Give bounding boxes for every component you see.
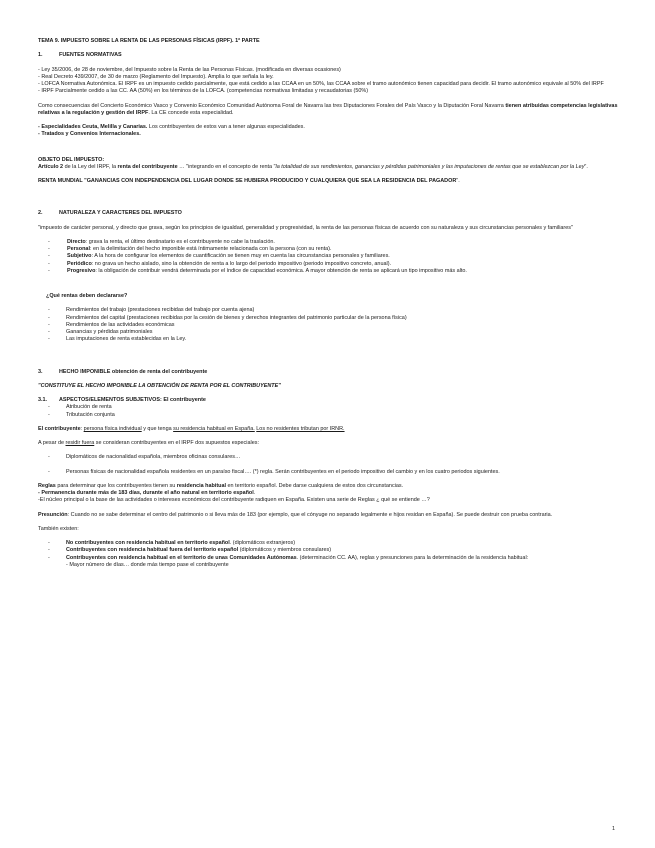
text-run-bold: No contribuyentes con residencia habitual en territorio español (66, 540, 230, 546)
text-run-bold: El contribuyente (38, 425, 81, 432)
text-run-bold: renta del contribuyente (117, 163, 178, 170)
list-item: - Las imputaciones de renta establecidas en la Ley. (38, 336, 618, 343)
section-title: FUENTES NORMATIVAS (59, 52, 122, 59)
mayor-dias-line: - Mayor número de días… donde más tiempo pase el contribuyente (66, 561, 229, 568)
existen-list (38, 540, 618, 562)
text-run-bold: Presunción (38, 511, 68, 518)
text-run-italic: la totalidad de sus rendimientos, ganancias y pérdidas patrimoniales y las imputaciones de rentas que se establezcan por la Ley (275, 163, 585, 170)
section-title: HECHO IMPONIBLE obtención de renta del contribuyente (59, 368, 208, 375)
list-item: - Rendimientos de las actividades económicas (38, 322, 618, 329)
text-run-bold: RENTA MUNDIAL "GANANCIAS CON INDEPENDENCIA DEL LUGAR DONDE SE HUBIERA PRODUCIDO Y CUALQUIERA QUE SEA LA RESIDENCIA DEL PAGADOR (38, 178, 457, 184)
presuncion-paragraph (38, 512, 618, 519)
text-run-bold: Subjetivo (67, 253, 92, 260)
text-run-bold: Directo (67, 238, 86, 245)
caracteres-list (38, 239, 618, 275)
text-run: ". (584, 163, 588, 170)
text-run: . (253, 490, 256, 496)
text-run: . La CE concede esta especialidad. (148, 109, 234, 116)
page-number: 1 (612, 826, 616, 832)
text-run: : la obligación de contribuir vendrá determinada por el índice de capacidad económica. A mayor obtención de renta se aplicará un tipo impositivo más alto. (95, 267, 467, 274)
source-line: - IRPF Parcialmente cedido a las CC. AA (50%) en los términos de la LOFCA. (competencias normativas limitadas y recaudatorias (50%) (38, 88, 369, 95)
text-run-bold: - Permanencia durante más de 183 días, durante el año natural en territorio español (38, 490, 254, 496)
text-run-bold: Periódico (67, 260, 92, 267)
text-run-underline: residir fuera (65, 440, 95, 446)
text-run: : grava la renta, el último destinatario es el contribuyente no cabe la traslación. (85, 238, 275, 245)
section-number: 2. (38, 210, 43, 217)
list-item (38, 540, 618, 547)
list-item: - Rendimientos del capital (prestaciones recibidas por la cesión de bienes y derechos integrantes del patrimonio particular de la persona física) (38, 315, 618, 322)
list-item: - Personas físicas de nacionalidad española residentes en un paraíso fiscal…. (*) regla. Serán contribuyentes en el periodo impositivo del cambio y en los cuatro periodos siguientes. (38, 469, 618, 476)
list-item (38, 239, 618, 246)
list-item: - Diplomáticos de nacionalidad española, miembros oficinas consulares… (38, 454, 618, 461)
text-run: se consideran contribuyentes en el IRPF dos supuestos especiales: (94, 440, 259, 446)
concierto-paragraph (38, 103, 618, 118)
supuestos-list (38, 454, 618, 461)
text-run: ". (456, 178, 460, 184)
permanencia-line (38, 490, 618, 497)
list-item (38, 268, 618, 275)
text-run: : A la hora de configurar los elementos de cuantificación se tienen muy en cuenta las circunstancias personales y familiares. (91, 253, 390, 260)
list-item (38, 246, 618, 253)
subsection-number: 3.1. (38, 397, 48, 403)
text-run: : (80, 425, 84, 432)
supuestos-list (38, 469, 618, 476)
text-run-bold: Contribuyentes con residencia habitual fuera del territorio español (66, 547, 239, 554)
nucleo-line: -El núcleo principal o la base de las actividades o intereses económicos del contribuyente radiquen en España. Existen una serie de Reglas ¿ qué se entiende …? (38, 497, 430, 504)
text-run-bold: Reglas (38, 482, 56, 489)
tambien-line: También existen: (38, 525, 79, 532)
text-run: para determinar que los contribuyentes tienen su (55, 482, 177, 489)
text-run-bold: residencia habitual (176, 482, 227, 489)
reglas-paragraph (38, 483, 618, 490)
text-run: … "integrando en el concepto de renta " (177, 163, 276, 170)
text-run-underline: Los no residentes tributan por IRNR. (256, 425, 345, 432)
text-run-bold: Artículo 2 (38, 163, 64, 170)
list-item (38, 253, 618, 260)
text-run: : Cuando no se sabe determinar el centro del patrimonio o si lleva más de 183 (por ejemplo, que el cónyuge no separado legalmente e hijos residan en España). Se puede destruir con prueba contraria. (67, 511, 553, 518)
list-item (38, 261, 618, 268)
articulo-paragraph (38, 164, 618, 171)
renta-mundial-paragraph (38, 178, 618, 185)
list-item: - Atribución de renta (38, 404, 618, 411)
text-run-underline: su residencia habitual en España. (173, 425, 255, 432)
text-run: de la Ley del IRPF, la (63, 163, 118, 170)
list-item (38, 547, 618, 554)
objeto-heading: OBJETO DEL IMPUESTO: (38, 156, 105, 163)
tratados-line: - Tratados y Convenios Internacionales. (38, 131, 141, 138)
subjetivos-list (38, 404, 618, 419)
section-2-heading (38, 210, 618, 217)
text-run: en territorio español. Debe darse cualquiera de estos dos circunstancias. (226, 482, 404, 489)
text-run-bold: - Especialidades Ceuta, Melilla y Canarias. (38, 124, 148, 130)
text-run: : no grava un hecho aislado, sino la obtención de renta a lo largo del periodo impositivo (periodo impositivo concreto, anual). (91, 260, 392, 267)
subsection-title: ASPECTOS/ELEMENTOS SUBJETIVOS: El contribuyente (59, 397, 206, 403)
text-run-bold: Progresivo (67, 267, 96, 274)
especialidades-line (38, 124, 618, 131)
contribuyente-paragraph (38, 426, 618, 433)
rentas-question: ¿Qué rentas deben declararse? (46, 293, 128, 299)
source-line: - Ley 35/2006, de 28 de noviembre, del Impuesto sobre la Renta de las Personas Físicas. (modificada en diversas ocasiones) (38, 66, 341, 73)
subsection-3-1-heading (38, 397, 618, 404)
list-item: - Ganancias y pérdidas patrimoniales (38, 329, 618, 336)
document-body (38, 38, 618, 569)
section-3-heading (38, 369, 618, 376)
document-title: TEMA 9. IMPUESTO SOBRE LA RENTA DE LAS PERSONAS FÍSICAS (IRPF). 1ª PARTE (38, 38, 260, 44)
text-run-underline: persona física individual (83, 425, 142, 432)
rentas-list (38, 307, 618, 343)
text-run: : en la delimitación del hecho imponible está íntimamente relacionada con la persona (con su renta). (89, 246, 332, 252)
text-run: y que tenga (141, 425, 174, 432)
text-run: (diplomáticos y miembros consulares) (238, 547, 332, 554)
text-run: . (diplomáticos extranjeros) (229, 540, 296, 546)
text-run-bold: tienen atribuidas competencias legislativas relativas a la regulación y gestión del IRPF (38, 102, 618, 116)
section-title: NATURALEZA Y CARACTERES DEL IMPUESTO (59, 210, 182, 217)
text-run: A pesar de (38, 440, 66, 446)
list-item: - Tributación conjunta (38, 412, 618, 419)
hecho-imponible-quote: "CONSTITUYE EL HECHO IMPONIBLE LA OBTENCIÓN DE RENTA POR EL CONTRIBUYENTE" (38, 382, 281, 389)
residir-fuera-paragraph (38, 440, 618, 447)
naturaleza-intro: "impuesto de carácter personal, y directo que grava, según los principios de igualdad, generalidad y progresividad, la renta de las personas físicas de acuerdo con su naturaleza y sus circunstancias personales y familiares" (38, 224, 573, 231)
source-line: - LOFCA Normativa Autonómica. El IRPF es un impuesto cedido parcialmente, que está cedido a las CCAA en un 50%, las CCAA sobre el tramo autonómico tienen capacidad para decidir. El tramo autonómico equivale al 50% del IRPF (38, 81, 604, 87)
text-run: Los contribuyentes de estos van a tener algunas especialidades. (147, 124, 305, 130)
list-item: - Rendimientos del trabajo (prestaciones recibidas del trabajo por cuenta ajena) (38, 307, 618, 314)
text-run: . (determinación CC. AA), reglas y presunciones para la determinación de la residencia habitual: (296, 554, 529, 561)
source-line: - Real Decreto 439/2007, de 30 de marzo (Reglamento del Impuesto). Amplia lo que señala la ley. (38, 73, 274, 80)
text-run-bold: Contribuyentes con residencia habitual en el territorio de unas Comunidades Autónomas (66, 554, 297, 561)
section-number: 1. (38, 52, 43, 59)
section-1-heading (38, 52, 618, 59)
text-run: Como consecuencias del Concierto Económico Vasco y Convenio Económico Comunidad Autónoma Foral de Navarra las tres Diputaciones Forales del País Vasco y la Diputación Foral Navarra (38, 102, 506, 109)
section-number: 3. (38, 368, 43, 375)
text-run-bold: Personal (67, 246, 90, 252)
list-item (38, 555, 618, 562)
